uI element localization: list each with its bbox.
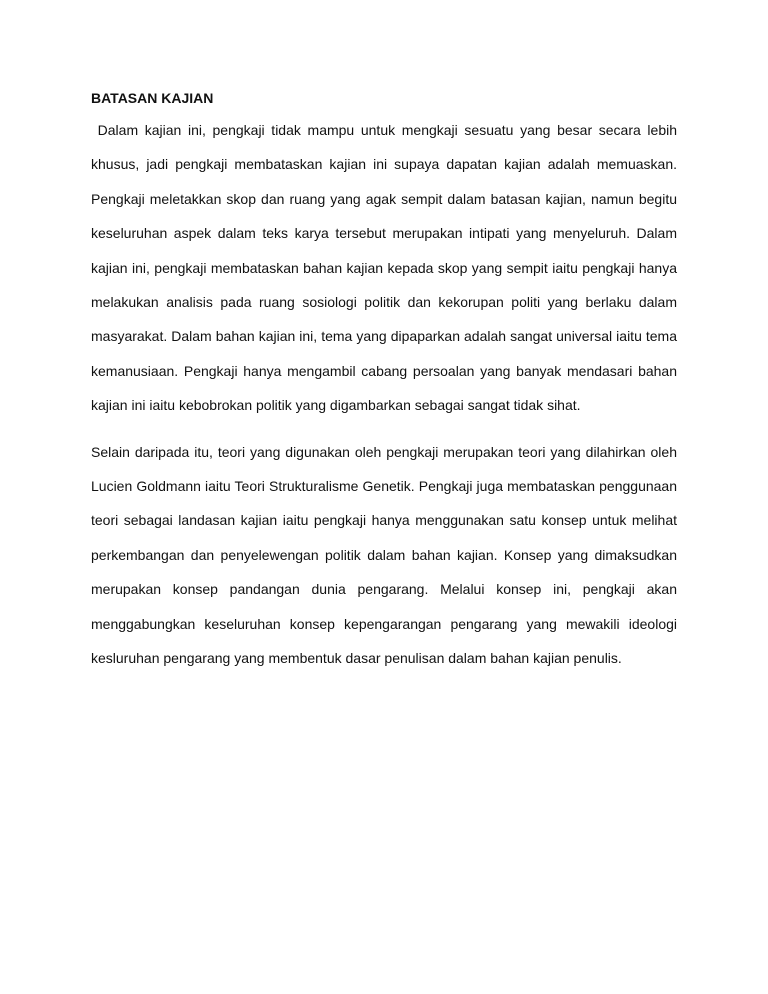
document-body (91, 88, 681, 676)
paragraph-1: Dalam kajian ini, pengkaji tidak mampu untuk mengkaji sesuatu yang besar secara lebih khusus, jadi pengkaji membataskan kajian ini supaya dapatan kajian adalah memuaskan. Pengkaji meletakkan skop dan ruang yang agak sempit dalam batasan kajian, namun begitu keseluruhan aspek dalam teks karya tersebut merupakan intipati yang menyeluruh. Dalam kajian ini, pengkaji membataskan bahan kajian kepada skop yang sempit iaitu pengkaji hanya melakukan analisis pada ruang sosiologi politik dan kekorupan politi yang berlaku dalam masyarakat. Dalam bahan kajian ini, tema yang dipaparkan adalah sangat universal iaitu tema kemanusiaan. Pengkaji hanya mengambil cabang persoalan yang banyak mendasari bahan kajian ini iaitu kebobrokan politik yang digambarkan sebagai sangat tidak sihat. (91, 122, 681, 414)
paragraph-2: Selain daripada itu, teori yang digunakan oleh pengkaji merupakan teori yang dilahirkan oleh Lucien Goldmann iaitu Teori Strukturalisme Genetik. Pengkaji juga membataskan penggunaan teori sebagai landasan kajian iaitu pengkaji hanya menggunakan satu konsep untuk melihat perkembangan dan penyelewengan politik dalam bahan kajian. Konsep yang dimaksudkan merupakan konsep pandangan dunia pengarang. Melalui konsep ini, pengkaji akan menggabungkan keseluruhan konsep kepengarangan pengarang yang mewakili ideologi kesluruhan pengarang yang membentuk dasar penulisan dalam bahan kajian penulis. (91, 443, 677, 667)
section-heading: BATASAN KAJIAN (91, 90, 214, 106)
